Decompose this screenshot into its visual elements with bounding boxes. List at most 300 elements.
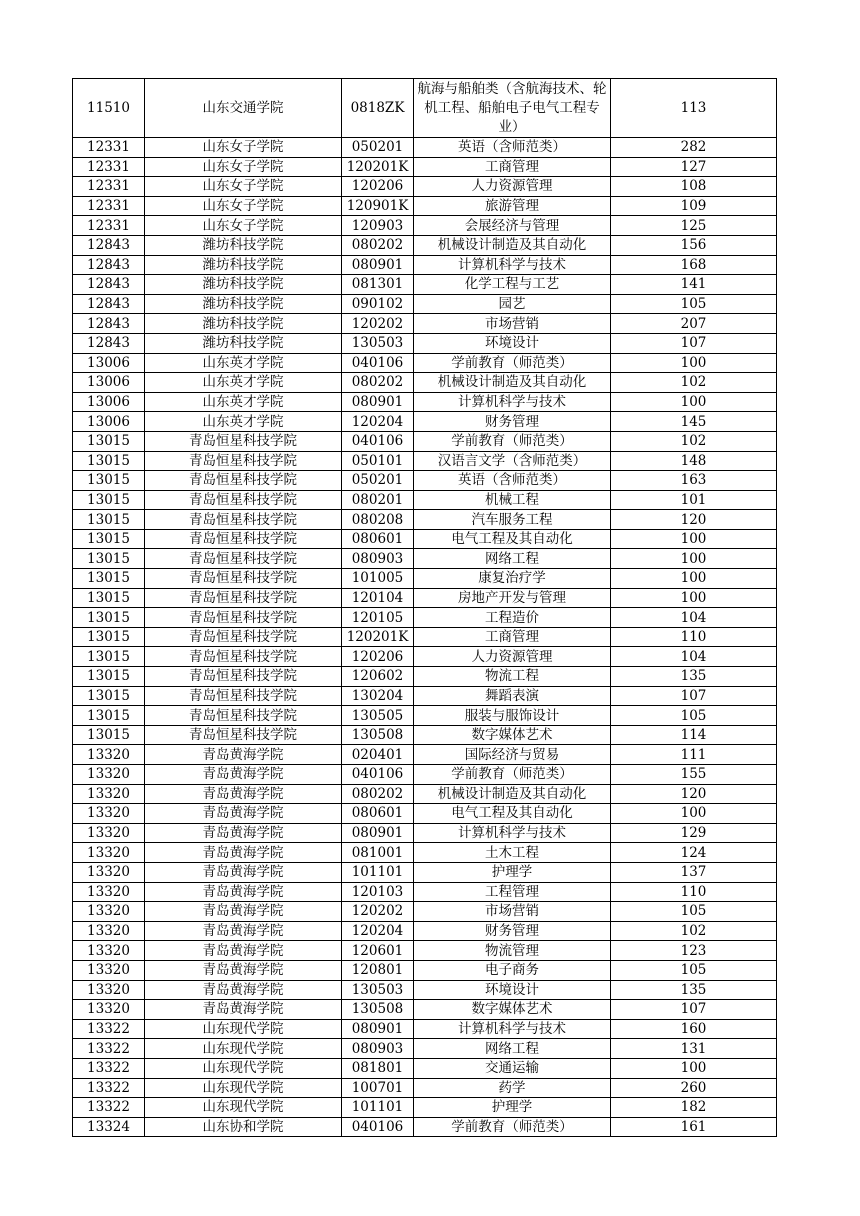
major-code-cell: 100701 <box>342 1078 414 1098</box>
count-cell: 105 <box>611 706 777 726</box>
school-code-cell: 13015 <box>73 510 145 530</box>
major-name-cell: 计算机科学与技术 <box>414 392 611 412</box>
table-row <box>73 823 777 843</box>
table-row <box>73 196 777 216</box>
count-cell: 100 <box>611 549 777 569</box>
count-cell: 100 <box>611 353 777 373</box>
table-row <box>73 451 777 471</box>
major-code-cell: 040106 <box>342 1117 414 1137</box>
major-code-cell: 120206 <box>342 647 414 667</box>
count-cell: 100 <box>611 588 777 608</box>
table-row <box>73 373 777 393</box>
school-name-cell: 青岛黄海学院 <box>145 843 342 863</box>
count-cell: 145 <box>611 412 777 432</box>
school-name-cell: 潍坊科技学院 <box>145 294 342 314</box>
table-row <box>73 725 777 745</box>
school-code-cell: 12331 <box>73 196 145 216</box>
school-name-cell: 山东英才学院 <box>145 373 342 393</box>
school-code-cell: 13015 <box>73 490 145 510</box>
count-cell: 114 <box>611 725 777 745</box>
count-cell: 168 <box>611 255 777 275</box>
school-code-cell: 13015 <box>73 725 145 745</box>
major-name-cell: 电气工程及其自动化 <box>414 804 611 824</box>
school-code-cell: 13015 <box>73 451 145 471</box>
school-code-cell: 12843 <box>73 294 145 314</box>
major-name-cell: 财务管理 <box>414 412 611 432</box>
major-name-cell: 机械设计制造及其自动化 <box>414 373 611 393</box>
table-row <box>73 784 777 804</box>
table-row <box>73 960 777 980</box>
school-name-cell: 潍坊科技学院 <box>145 333 342 353</box>
table-row <box>73 510 777 530</box>
count-cell: 100 <box>611 1058 777 1078</box>
count-cell: 111 <box>611 745 777 765</box>
count-cell: 120 <box>611 510 777 530</box>
table-row <box>73 902 777 922</box>
school-name-cell: 青岛恒星科技学院 <box>145 706 342 726</box>
major-code-cell: 080601 <box>342 804 414 824</box>
major-name-cell: 药学 <box>414 1078 611 1098</box>
table-row <box>73 549 777 569</box>
school-code-cell: 13322 <box>73 1019 145 1039</box>
count-cell: 113 <box>611 79 777 138</box>
school-name-cell: 青岛恒星科技学院 <box>145 471 342 491</box>
school-code-cell: 12843 <box>73 235 145 255</box>
table-row <box>73 177 777 197</box>
major-code-cell: 080903 <box>342 1039 414 1059</box>
school-code-cell: 13006 <box>73 373 145 393</box>
school-code-cell: 13320 <box>73 882 145 902</box>
count-cell: 100 <box>611 569 777 589</box>
count-cell: 182 <box>611 1098 777 1118</box>
school-code-cell: 13015 <box>73 686 145 706</box>
table-row <box>73 706 777 726</box>
major-name-cell: 电子商务 <box>414 960 611 980</box>
school-name-cell: 青岛黄海学院 <box>145 980 342 1000</box>
major-name-cell: 学前教育（师范类） <box>414 765 611 785</box>
major-name-cell: 机械设计制造及其自动化 <box>414 235 611 255</box>
major-name-cell: 康复治疗学 <box>414 569 611 589</box>
school-name-cell: 青岛黄海学院 <box>145 862 342 882</box>
major-name-cell: 土木工程 <box>414 843 611 863</box>
table-row <box>73 1058 777 1078</box>
table-row <box>73 569 777 589</box>
table-row <box>73 608 777 628</box>
major-name-cell: 机械设计制造及其自动化 <box>414 784 611 804</box>
major-code-cell: 120801 <box>342 960 414 980</box>
major-code-cell: 050201 <box>342 471 414 491</box>
school-name-cell: 山东女子学院 <box>145 138 342 158</box>
major-name-cell: 工程造价 <box>414 608 611 628</box>
school-name-cell: 山东协和学院 <box>145 1117 342 1137</box>
major-name-cell: 数字媒体艺术 <box>414 725 611 745</box>
count-cell: 123 <box>611 941 777 961</box>
school-name-cell: 青岛恒星科技学院 <box>145 549 342 569</box>
major-name-cell: 市场营销 <box>414 314 611 334</box>
table-row <box>73 314 777 334</box>
table-row <box>73 157 777 177</box>
major-name-cell: 学前教育（师范类） <box>414 353 611 373</box>
major-name-cell: 园艺 <box>414 294 611 314</box>
school-name-cell: 青岛恒星科技学院 <box>145 588 342 608</box>
major-name-cell: 航海与船舶类（含航海技术、轮机工程、船舶电子电气工程专业） <box>414 79 611 138</box>
school-name-cell: 山东现代学院 <box>145 1019 342 1039</box>
major-code-cell: 081301 <box>342 275 414 295</box>
count-cell: 102 <box>611 431 777 451</box>
count-cell: 141 <box>611 275 777 295</box>
school-code-cell: 13322 <box>73 1078 145 1098</box>
table-row <box>73 941 777 961</box>
school-code-cell: 13322 <box>73 1098 145 1118</box>
table-row <box>73 138 777 158</box>
table-row <box>73 255 777 275</box>
major-code-cell: 050101 <box>342 451 414 471</box>
school-code-cell: 13322 <box>73 1039 145 1059</box>
major-code-cell: 120204 <box>342 921 414 941</box>
count-cell: 156 <box>611 235 777 255</box>
count-cell: 100 <box>611 392 777 412</box>
major-code-cell: 120901K <box>342 196 414 216</box>
table-row <box>73 627 777 647</box>
major-name-cell: 汉语言文学（含师范类） <box>414 451 611 471</box>
school-name-cell: 山东女子学院 <box>145 216 342 236</box>
school-name-cell: 青岛黄海学院 <box>145 823 342 843</box>
school-name-cell: 青岛恒星科技学院 <box>145 627 342 647</box>
major-code-cell: 120202 <box>342 902 414 922</box>
school-code-cell: 13015 <box>73 529 145 549</box>
school-name-cell: 青岛恒星科技学院 <box>145 667 342 687</box>
major-name-cell: 网络工程 <box>414 1039 611 1059</box>
major-code-cell: 120104 <box>342 588 414 608</box>
school-name-cell: 山东现代学院 <box>145 1058 342 1078</box>
school-code-cell: 13015 <box>73 647 145 667</box>
school-name-cell: 青岛黄海学院 <box>145 960 342 980</box>
major-code-cell: 040106 <box>342 765 414 785</box>
school-name-cell: 青岛恒星科技学院 <box>145 608 342 628</box>
major-code-cell: 080901 <box>342 255 414 275</box>
school-code-cell: 13324 <box>73 1117 145 1137</box>
major-code-cell: 080202 <box>342 784 414 804</box>
count-cell: 137 <box>611 862 777 882</box>
school-code-cell: 13320 <box>73 941 145 961</box>
school-code-cell: 13320 <box>73 960 145 980</box>
table-row <box>73 862 777 882</box>
major-name-cell: 物流工程 <box>414 667 611 687</box>
major-name-cell: 计算机科学与技术 <box>414 255 611 275</box>
major-code-cell: 101101 <box>342 1098 414 1118</box>
major-name-cell: 人力资源管理 <box>414 177 611 197</box>
count-cell: 135 <box>611 980 777 1000</box>
school-name-cell: 山东交通学院 <box>145 79 342 138</box>
table-row <box>73 921 777 941</box>
major-name-cell: 工程管理 <box>414 882 611 902</box>
table-row <box>73 588 777 608</box>
school-code-cell: 13015 <box>73 549 145 569</box>
school-code-cell: 13320 <box>73 980 145 1000</box>
school-name-cell: 山东现代学院 <box>145 1078 342 1098</box>
school-name-cell: 潍坊科技学院 <box>145 235 342 255</box>
school-code-cell: 12843 <box>73 255 145 275</box>
school-name-cell: 青岛恒星科技学院 <box>145 725 342 745</box>
count-cell: 131 <box>611 1039 777 1059</box>
school-code-cell: 13320 <box>73 765 145 785</box>
count-cell: 124 <box>611 843 777 863</box>
count-cell: 109 <box>611 196 777 216</box>
count-cell: 135 <box>611 667 777 687</box>
major-code-cell: 081801 <box>342 1058 414 1078</box>
major-name-cell: 计算机科学与技术 <box>414 823 611 843</box>
school-name-cell: 青岛恒星科技学院 <box>145 451 342 471</box>
school-name-cell: 山东现代学院 <box>145 1039 342 1059</box>
major-name-cell: 国际经济与贸易 <box>414 745 611 765</box>
major-code-cell: 120206 <box>342 177 414 197</box>
major-code-cell: 120103 <box>342 882 414 902</box>
major-name-cell: 护理学 <box>414 862 611 882</box>
school-code-cell: 12843 <box>73 314 145 334</box>
major-name-cell: 学前教育（师范类） <box>414 1117 611 1137</box>
major-code-cell: 020401 <box>342 745 414 765</box>
major-name-cell: 学前教育（师范类） <box>414 431 611 451</box>
school-code-cell: 12331 <box>73 138 145 158</box>
school-code-cell: 13320 <box>73 902 145 922</box>
count-cell: 110 <box>611 627 777 647</box>
table-row <box>73 216 777 236</box>
table-row <box>73 294 777 314</box>
major-code-cell: 090102 <box>342 294 414 314</box>
major-code-cell: 0818ZK <box>342 79 414 138</box>
school-code-cell: 13015 <box>73 471 145 491</box>
table-row <box>73 235 777 255</box>
school-code-cell: 13320 <box>73 921 145 941</box>
major-code-cell: 080901 <box>342 1019 414 1039</box>
school-code-cell: 13320 <box>73 745 145 765</box>
count-cell: 108 <box>611 177 777 197</box>
major-name-cell: 英语（含师范类） <box>414 471 611 491</box>
major-code-cell: 040106 <box>342 353 414 373</box>
table-row <box>73 980 777 1000</box>
school-name-cell: 青岛恒星科技学院 <box>145 569 342 589</box>
table-row <box>73 412 777 432</box>
major-code-cell: 081001 <box>342 843 414 863</box>
school-name-cell: 青岛恒星科技学院 <box>145 431 342 451</box>
count-cell: 105 <box>611 960 777 980</box>
admission-table <box>72 78 777 1137</box>
school-code-cell: 13015 <box>73 608 145 628</box>
major-name-cell: 英语（含师范类） <box>414 138 611 158</box>
count-cell: 127 <box>611 157 777 177</box>
school-code-cell: 11510 <box>73 79 145 138</box>
major-name-cell: 护理学 <box>414 1098 611 1118</box>
major-code-cell: 130204 <box>342 686 414 706</box>
table-row <box>73 1019 777 1039</box>
major-code-cell: 101101 <box>342 862 414 882</box>
major-name-cell: 机械工程 <box>414 490 611 510</box>
major-name-cell: 汽车服务工程 <box>414 510 611 530</box>
school-name-cell: 潍坊科技学院 <box>145 275 342 295</box>
major-name-cell: 数字媒体艺术 <box>414 1000 611 1020</box>
table-row <box>73 667 777 687</box>
school-name-cell: 山东女子学院 <box>145 157 342 177</box>
school-name-cell: 山东英才学院 <box>145 412 342 432</box>
table-row <box>73 333 777 353</box>
major-code-cell: 130508 <box>342 725 414 745</box>
school-code-cell: 13015 <box>73 431 145 451</box>
school-code-cell: 13322 <box>73 1058 145 1078</box>
major-name-cell: 工商管理 <box>414 157 611 177</box>
table-row <box>73 843 777 863</box>
school-name-cell: 青岛黄海学院 <box>145 804 342 824</box>
major-code-cell: 080601 <box>342 529 414 549</box>
school-name-cell: 青岛黄海学院 <box>145 941 342 961</box>
major-name-cell: 服装与服饰设计 <box>414 706 611 726</box>
admission-table-body <box>73 79 777 1137</box>
table-row <box>73 79 777 138</box>
major-code-cell: 130503 <box>342 333 414 353</box>
major-name-cell: 舞蹈表演 <box>414 686 611 706</box>
table-row <box>73 745 777 765</box>
school-code-cell: 13015 <box>73 588 145 608</box>
school-code-cell: 13320 <box>73 823 145 843</box>
major-code-cell: 080208 <box>342 510 414 530</box>
major-code-cell: 120201K <box>342 157 414 177</box>
count-cell: 160 <box>611 1019 777 1039</box>
major-name-cell: 会展经济与管理 <box>414 216 611 236</box>
count-cell: 107 <box>611 333 777 353</box>
school-name-cell: 青岛恒星科技学院 <box>145 647 342 667</box>
school-name-cell: 青岛黄海学院 <box>145 765 342 785</box>
school-name-cell: 山东英才学院 <box>145 353 342 373</box>
major-name-cell: 环境设计 <box>414 980 611 1000</box>
count-cell: 100 <box>611 804 777 824</box>
school-code-cell: 13006 <box>73 412 145 432</box>
major-code-cell: 080202 <box>342 235 414 255</box>
major-code-cell: 130508 <box>342 1000 414 1020</box>
count-cell: 104 <box>611 647 777 667</box>
major-name-cell: 旅游管理 <box>414 196 611 216</box>
count-cell: 105 <box>611 294 777 314</box>
major-name-cell: 化学工程与工艺 <box>414 275 611 295</box>
table-row <box>73 1098 777 1118</box>
major-code-cell: 120201K <box>342 627 414 647</box>
school-code-cell: 13320 <box>73 862 145 882</box>
count-cell: 260 <box>611 1078 777 1098</box>
school-code-cell: 13320 <box>73 804 145 824</box>
school-name-cell: 山东女子学院 <box>145 177 342 197</box>
school-code-cell: 12843 <box>73 275 145 295</box>
major-name-cell: 计算机科学与技术 <box>414 1019 611 1039</box>
major-code-cell: 050201 <box>342 138 414 158</box>
major-code-cell: 120903 <box>342 216 414 236</box>
count-cell: 110 <box>611 882 777 902</box>
major-name-cell: 人力资源管理 <box>414 647 611 667</box>
count-cell: 125 <box>611 216 777 236</box>
school-name-cell: 山东现代学院 <box>145 1098 342 1118</box>
count-cell: 163 <box>611 471 777 491</box>
table-row <box>73 353 777 373</box>
school-code-cell: 13015 <box>73 569 145 589</box>
school-name-cell: 山东女子学院 <box>145 196 342 216</box>
count-cell: 105 <box>611 902 777 922</box>
major-code-cell: 120204 <box>342 412 414 432</box>
school-name-cell: 潍坊科技学院 <box>145 314 342 334</box>
count-cell: 100 <box>611 529 777 549</box>
count-cell: 102 <box>611 373 777 393</box>
major-code-cell: 080903 <box>342 549 414 569</box>
school-code-cell: 13015 <box>73 667 145 687</box>
major-code-cell: 080901 <box>342 392 414 412</box>
major-code-cell: 120601 <box>342 941 414 961</box>
major-name-cell: 房地产开发与管理 <box>414 588 611 608</box>
count-cell: 107 <box>611 1000 777 1020</box>
school-code-cell: 12843 <box>73 333 145 353</box>
table-row <box>73 804 777 824</box>
major-name-cell: 市场营销 <box>414 902 611 922</box>
table-row <box>73 882 777 902</box>
major-code-cell: 101005 <box>342 569 414 589</box>
table-row <box>73 1039 777 1059</box>
school-name-cell: 青岛黄海学院 <box>145 882 342 902</box>
table-row <box>73 1078 777 1098</box>
school-name-cell: 山东英才学院 <box>145 392 342 412</box>
school-name-cell: 青岛恒星科技学院 <box>145 686 342 706</box>
count-cell: 282 <box>611 138 777 158</box>
school-code-cell: 13006 <box>73 392 145 412</box>
school-code-cell: 13006 <box>73 353 145 373</box>
school-code-cell: 12331 <box>73 216 145 236</box>
major-name-cell: 环境设计 <box>414 333 611 353</box>
major-code-cell: 080901 <box>342 823 414 843</box>
count-cell: 107 <box>611 686 777 706</box>
major-name-cell: 物流管理 <box>414 941 611 961</box>
table-row <box>73 471 777 491</box>
school-name-cell: 潍坊科技学院 <box>145 255 342 275</box>
table-row <box>73 490 777 510</box>
table-row <box>73 1000 777 1020</box>
table-row <box>73 647 777 667</box>
major-code-cell: 080202 <box>342 373 414 393</box>
school-code-cell: 12331 <box>73 157 145 177</box>
school-code-cell: 13015 <box>73 627 145 647</box>
count-cell: 161 <box>611 1117 777 1137</box>
count-cell: 129 <box>611 823 777 843</box>
school-code-cell: 13015 <box>73 706 145 726</box>
table-row <box>73 1117 777 1137</box>
table-row <box>73 275 777 295</box>
major-code-cell: 120602 <box>342 667 414 687</box>
table-row <box>73 686 777 706</box>
major-code-cell: 120105 <box>342 608 414 628</box>
school-name-cell: 青岛恒星科技学院 <box>145 490 342 510</box>
school-code-cell: 13320 <box>73 1000 145 1020</box>
school-code-cell: 13320 <box>73 784 145 804</box>
school-code-cell: 13320 <box>73 843 145 863</box>
major-code-cell: 130505 <box>342 706 414 726</box>
school-code-cell: 12331 <box>73 177 145 197</box>
school-name-cell: 青岛恒星科技学院 <box>145 510 342 530</box>
count-cell: 104 <box>611 608 777 628</box>
count-cell: 155 <box>611 765 777 785</box>
count-cell: 102 <box>611 921 777 941</box>
school-name-cell: 青岛黄海学院 <box>145 902 342 922</box>
count-cell: 207 <box>611 314 777 334</box>
major-name-cell: 电气工程及其自动化 <box>414 529 611 549</box>
major-name-cell: 工商管理 <box>414 627 611 647</box>
table-row <box>73 392 777 412</box>
school-name-cell: 青岛黄海学院 <box>145 1000 342 1020</box>
school-name-cell: 青岛黄海学院 <box>145 745 342 765</box>
table-row <box>73 765 777 785</box>
table-row <box>73 431 777 451</box>
